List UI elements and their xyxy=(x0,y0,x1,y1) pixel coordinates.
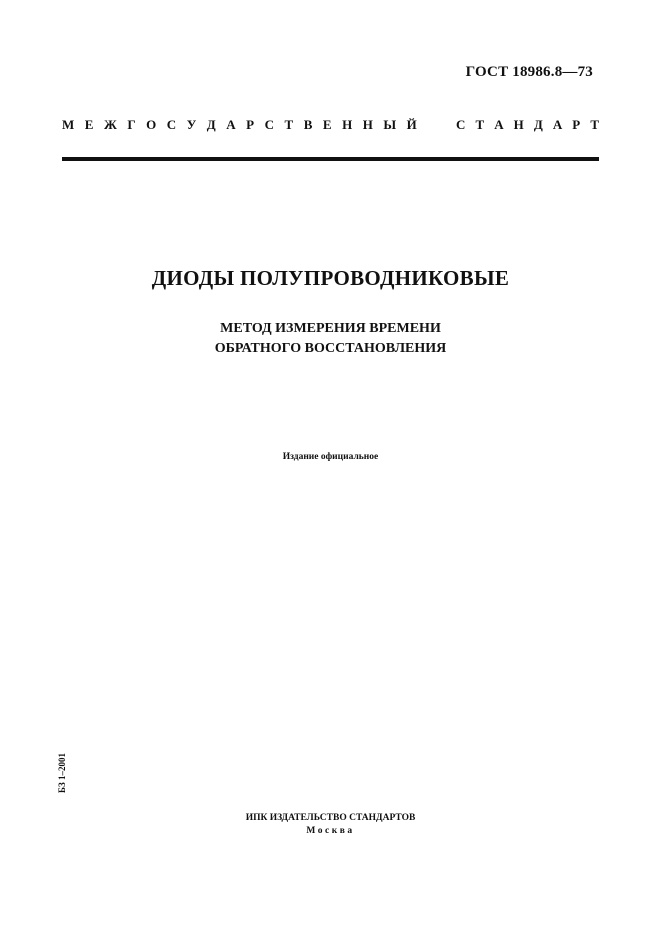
document-subtitle xyxy=(0,319,661,359)
banner-letter: Д xyxy=(533,117,543,132)
publisher-city: Москва xyxy=(306,826,355,836)
banner-letter: У xyxy=(186,117,197,132)
edition-note: Издание официальное xyxy=(282,452,379,462)
subtitle-line-2: ОБРАТНОГО ВОССТАНОВЛЕНИЯ xyxy=(214,341,447,356)
interstate-standard-banner xyxy=(62,117,599,133)
side-code xyxy=(55,748,69,798)
banner-letter: С xyxy=(166,117,177,132)
banner-letter: А xyxy=(552,117,563,132)
banner-letter: Т xyxy=(475,117,485,132)
banner-letter: Н xyxy=(342,117,353,132)
banner-letter: А xyxy=(226,117,236,132)
banner-letter: М xyxy=(62,117,75,132)
banner-letter: С xyxy=(456,117,466,132)
banner-letter: С xyxy=(264,117,274,132)
banner-letter: Т xyxy=(590,117,599,132)
document-title: ДИОДЫ ПОЛУПРОВОДНИКОВЫЕ xyxy=(151,266,510,290)
standard-number: ГОСТ 18986.8—73 xyxy=(465,64,593,80)
subtitle-line-1: МЕТОД ИЗМЕРЕНИЯ ВРЕМЕНИ xyxy=(220,321,441,336)
banner-letter: Й xyxy=(406,117,417,132)
banner-letter: Н xyxy=(513,117,524,132)
banner-letter: Ж xyxy=(103,117,117,132)
banner-letter: Д xyxy=(206,117,216,132)
side-code-text: БЗ 1–2001 xyxy=(57,753,68,793)
banner-word-interstate xyxy=(62,117,417,133)
banner-letter: В xyxy=(303,117,313,132)
header-rule xyxy=(62,157,599,161)
banner-word-standard xyxy=(456,117,599,133)
banner-letter: О xyxy=(146,117,157,132)
banner-letter: Р xyxy=(572,117,581,132)
banner-letter: Ы xyxy=(383,117,397,132)
publisher-name: ИПК ИЗДАТЕЛЬСТВО СТАНДАРТОВ xyxy=(245,813,416,823)
banner-letter: Г xyxy=(127,117,136,132)
banner-letter: Т xyxy=(284,117,294,132)
banner-letter: Р xyxy=(246,117,255,132)
banner-letter: Е xyxy=(84,117,94,132)
banner-letter: Н xyxy=(362,117,373,132)
banner-letter: Е xyxy=(322,117,332,132)
banner-letter: А xyxy=(494,117,504,132)
publisher-block xyxy=(0,812,661,838)
